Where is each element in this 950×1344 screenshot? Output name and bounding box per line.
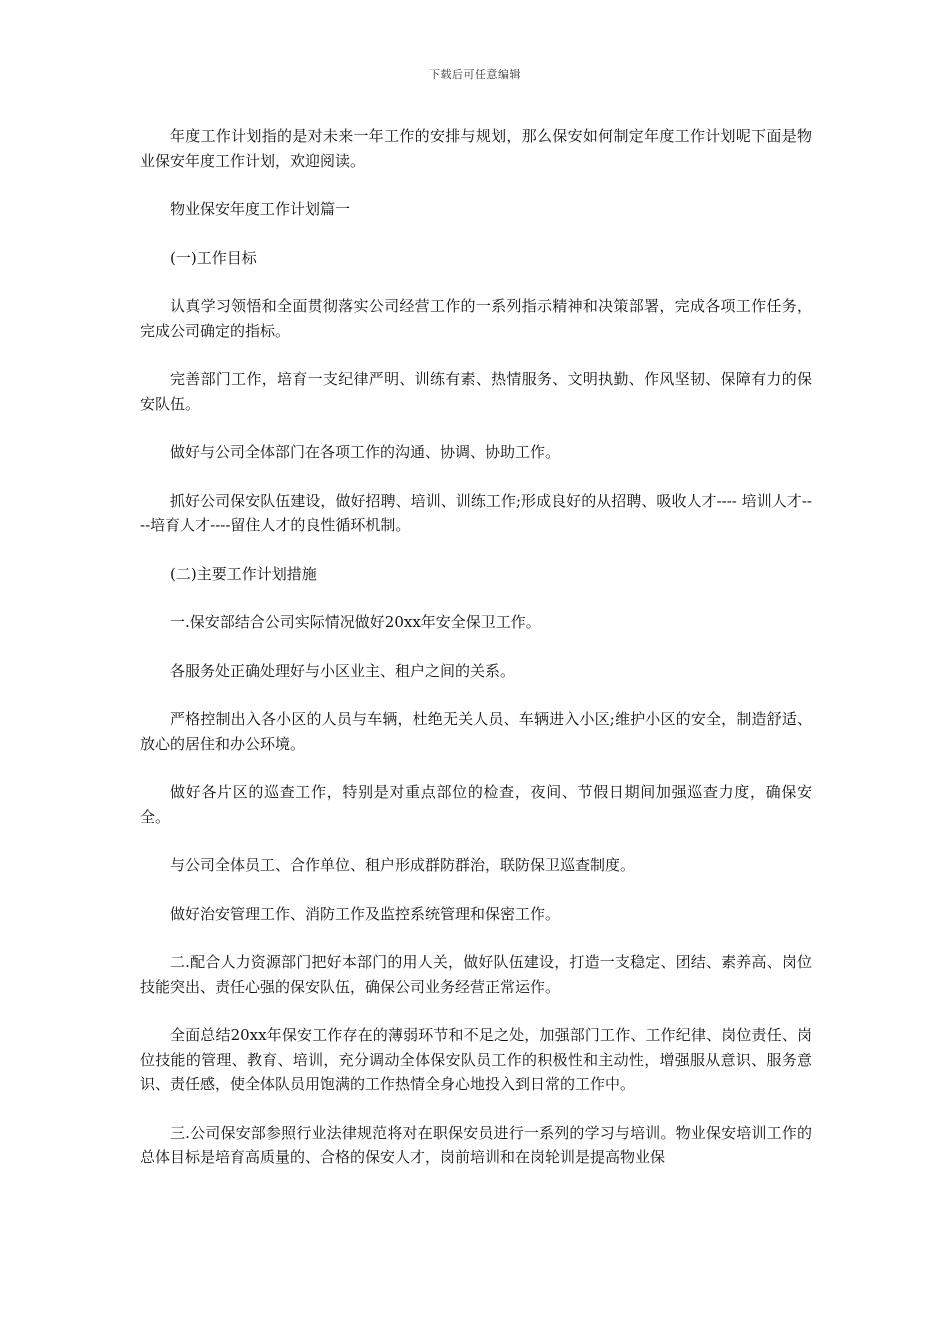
body-paragraph: 做好各片区的巡查工作，特别是对重点部位的检查，夜间、节假日期间加强巡查力度，确保安全。	[140, 783, 812, 826]
body-paragraph: 一.保安部结合公司实际情况做好20xx年安全保卫工作。	[170, 613, 541, 631]
body-paragraph: 三.公司保安部参照行业法律规范将对在职保安员进行一系列的学习与培训。物业保安培训工作的总体目标是培育高质量的、合格的保安人才，岗前培训和在岗轮训是提高物业保	[140, 1123, 812, 1166]
body-paragraph: 严格控制出入各小区的人员与车辆，杜绝无关人员、车辆进入小区;维护小区的安全，制造舒适、放心的居住和办公环境。	[140, 710, 812, 753]
body-paragraph: 抓好公司保安队伍建设，做好招聘、培训、训练工作;形成良好的从招聘、吸收人才---- 培训人才----培育人才----留住人才的良性循环机制。	[140, 491, 812, 534]
body-paragraph: 各服务处正确处理好与小区业主、租户之间的关系。	[170, 661, 516, 680]
document-body	[140, 124, 812, 1170]
body-paragraph: 做好与公司全体部门在各项工作的沟通、协调、协助工作。	[170, 443, 561, 461]
body-paragraph: 与公司全体员工、合作单位、租户形成群防群治，联防保卫巡查制度。	[170, 856, 636, 874]
body-paragraph: 做好治安管理工作、消防工作及监控系统管理和保密工作。	[170, 904, 561, 923]
body-paragraph: 二.配合人力资源部门把好本部门的用人关，做好队伍建设，打造一支稳定、团结、素养高、岗位技能突出、责任心强的保安队伍，确保公司业务经营正常运作。	[140, 953, 812, 996]
body-paragraph: 认真学习领悟和全面贯彻落实公司经营工作的一系列指示精神和决策部署，完成各项工作任务，完成公司确定的指标。	[140, 297, 812, 340]
section-title: 物业保安年度工作计划篇一	[170, 200, 351, 218]
body-paragraph: 完善部门工作，培育一支纪律严明、训练有素、热情服务、文明执勤、作风坚韧、保障有力的保安队伍。	[140, 370, 812, 413]
page-header: 下载后可任意编辑	[429, 68, 521, 81]
body-paragraph: 全面总结20xx年保安工作存在的薄弱环节和不足之处，加强部门工作、工作纪律、岗位责任、岗位技能的管理、教育、培训，充分调动全体保安队员工作的积极性和主动性，增强服从意识、服务意识、责任感，使全体队员用饱满的工作热情全身心地投入到日常的工作中。	[140, 1026, 812, 1093]
subheading-goals: (一)工作目标	[170, 248, 257, 267]
subheading-measures: (二)主要工作计划措施	[170, 564, 317, 583]
intro-paragraph: 年度工作计划指的是对未来一年工作的安排与规划，那么保安如何制定年度工作计划呢下面是物业保安年度工作计划，欢迎阅读。	[140, 127, 812, 170]
